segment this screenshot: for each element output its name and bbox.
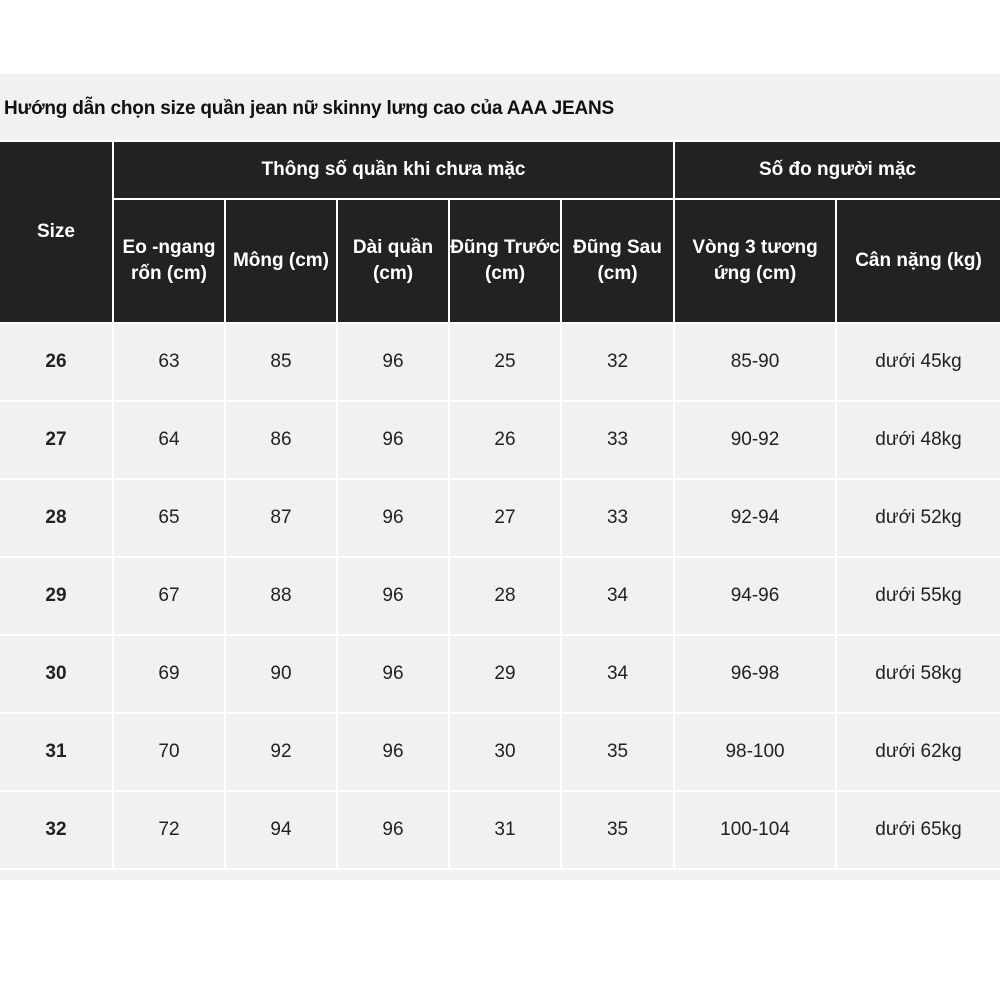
length-cell: 96 — [337, 791, 449, 869]
front-rise-cell: 25 — [449, 323, 561, 401]
waist-cell: 72 — [113, 791, 225, 869]
length-cell: 96 — [337, 401, 449, 479]
body-hip-cell: 92-94 — [674, 479, 836, 557]
size-cell: 28 — [0, 479, 113, 557]
table-row — [0, 635, 1000, 713]
weight-column-header: Cân nặng (kg) — [836, 199, 1000, 323]
front-rise-cell: 28 — [449, 557, 561, 635]
table-row — [0, 557, 1000, 635]
hip-cell: 88 — [225, 557, 337, 635]
front-rise-cell: 29 — [449, 635, 561, 713]
hip-cell: 90 — [225, 635, 337, 713]
weight-cell: dưới 62kg — [836, 713, 1000, 791]
size-cell: 31 — [0, 713, 113, 791]
length-cell: 96 — [337, 557, 449, 635]
size-cell: 29 — [0, 557, 113, 635]
table-row — [0, 791, 1000, 869]
waist-cell: 70 — [113, 713, 225, 791]
weight-cell: dưới 58kg — [836, 635, 1000, 713]
back-rise-cell: 35 — [561, 791, 674, 869]
size-chart-table — [0, 140, 1000, 870]
weight-cell: dưới 52kg — [836, 479, 1000, 557]
table-row — [0, 713, 1000, 791]
length-cell: 96 — [337, 479, 449, 557]
body-hip-cell: 96-98 — [674, 635, 836, 713]
body-hip-cell: 100-104 — [674, 791, 836, 869]
weight-cell: dưới 55kg — [836, 557, 1000, 635]
body-hip-cell: 90-92 — [674, 401, 836, 479]
hip-cell: 94 — [225, 791, 337, 869]
hip-cell: 86 — [225, 401, 337, 479]
front-rise-cell: 26 — [449, 401, 561, 479]
front-rise-cell: 30 — [449, 713, 561, 791]
hip-cell: 92 — [225, 713, 337, 791]
size-cell: 32 — [0, 791, 113, 869]
table-row — [0, 401, 1000, 479]
length-cell: 96 — [337, 323, 449, 401]
waist-column-header: Eo -ngang rốn (cm) — [113, 199, 225, 323]
length-column-header: Dài quần (cm) — [337, 199, 449, 323]
hip-column-header: Mông (cm) — [225, 199, 337, 323]
back-rise-column-header: Đũng Sau (cm) — [561, 199, 674, 323]
front-rise-column-header: Đũng Trước (cm) — [449, 199, 561, 323]
table-row — [0, 479, 1000, 557]
waist-cell: 69 — [113, 635, 225, 713]
hip-cell: 87 — [225, 479, 337, 557]
front-rise-cell: 31 — [449, 791, 561, 869]
back-rise-cell: 33 — [561, 479, 674, 557]
waist-cell: 67 — [113, 557, 225, 635]
weight-cell: dưới 65kg — [836, 791, 1000, 869]
waist-cell: 65 — [113, 479, 225, 557]
table-row — [0, 323, 1000, 401]
back-rise-cell: 32 — [561, 323, 674, 401]
body-hip-column-header: Vòng 3 tương ứng (cm) — [674, 199, 836, 323]
chart-title: Hướng dẫn chọn size quần jean nữ skinny lưng cao của AAA JEANS — [4, 98, 615, 119]
back-rise-cell: 33 — [561, 401, 674, 479]
front-rise-cell: 27 — [449, 479, 561, 557]
weight-cell: dưới 45kg — [836, 323, 1000, 401]
size-column-header: Size — [0, 141, 113, 323]
length-cell: 96 — [337, 635, 449, 713]
size-cell: 26 — [0, 323, 113, 401]
length-cell: 96 — [337, 713, 449, 791]
back-rise-cell: 35 — [561, 713, 674, 791]
wearer-measurement-group-header: Số đo người mặc — [674, 141, 1000, 199]
body-hip-cell: 94-96 — [674, 557, 836, 635]
size-cell: 27 — [0, 401, 113, 479]
back-rise-cell: 34 — [561, 635, 674, 713]
body-hip-cell: 85-90 — [674, 323, 836, 401]
weight-cell: dưới 48kg — [836, 401, 1000, 479]
waist-cell: 64 — [113, 401, 225, 479]
body-hip-cell: 98-100 — [674, 713, 836, 791]
hip-cell: 85 — [225, 323, 337, 401]
garment-spec-group-header: Thông số quần khi chưa mặc — [113, 141, 674, 199]
waist-cell: 63 — [113, 323, 225, 401]
size-cell: 30 — [0, 635, 113, 713]
back-rise-cell: 34 — [561, 557, 674, 635]
